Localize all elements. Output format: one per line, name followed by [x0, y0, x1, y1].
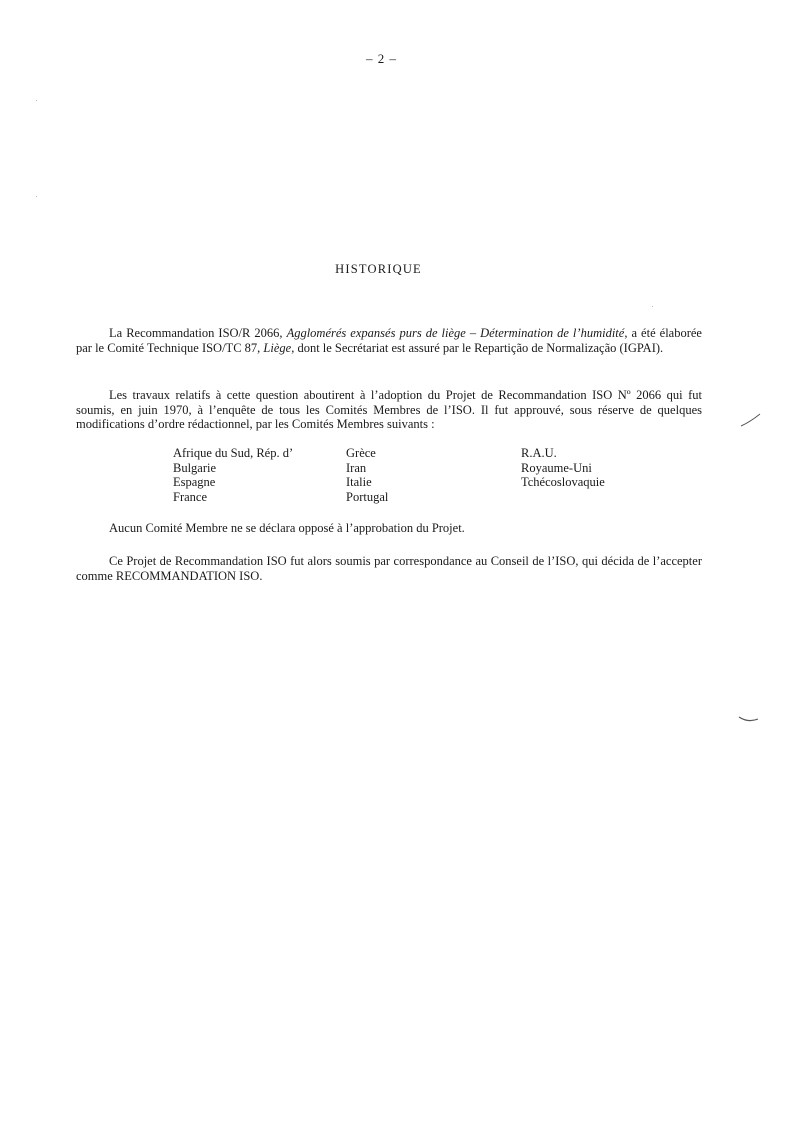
country-item: Tchécoslovaquie [521, 475, 605, 489]
countries-column-2 [346, 446, 388, 504]
country-item: Royaume-Uni [521, 460, 592, 475]
countries-column-1 [173, 446, 293, 504]
country-item: Afrique du Sud, Rép. d’ [173, 446, 294, 460]
paragraph-no-opposition-text: Aucun Comité Membre ne se déclara opposé à l’approbation du Projet. [109, 521, 465, 535]
scan-mark-lower [738, 714, 760, 724]
country-item: R.A.U. [521, 446, 557, 460]
country-item: France [173, 489, 208, 504]
scan-speck [36, 196, 37, 197]
section-heading: HISTORIQUE [335, 262, 422, 276]
committee-name-italic: Liège [263, 340, 292, 355]
country-item: Iran [346, 460, 367, 475]
countries-column-3 [521, 446, 605, 490]
scan-speck [36, 100, 37, 101]
country-item: Portugal [346, 489, 389, 504]
country-item: Italie [346, 475, 372, 489]
country-item: Espagne [173, 475, 216, 489]
paragraph-origin [76, 326, 702, 355]
paragraph-acceptance [76, 554, 702, 583]
scan-mark-upper [740, 412, 762, 428]
paragraph-approval [76, 388, 702, 432]
page-number: – 2 – [366, 51, 397, 66]
paragraph-origin-text-c: , dont le Secrétariat est assuré par le Repartição de Normalização (IGPAI). [291, 340, 664, 355]
paragraph-no-opposition [76, 521, 702, 536]
document-title-italic: Agglomérés expansés purs de liège – Détermination de l’humidité [286, 326, 625, 340]
scan-speck [652, 306, 653, 307]
country-item: Grèce [346, 446, 376, 460]
paragraph-origin-text-a: La Recommandation ISO/R 2066, [109, 326, 287, 340]
country-item: Bulgarie [173, 460, 217, 475]
paragraph-origin-text-b: , a été élaborée par le Comité Technique ISO/TC 87, [76, 326, 702, 355]
paragraph-approval-text: Les travaux relatifs à cette question aboutirent à l’adoption du Projet de Recommandation ISO Nº 2066 qui fut soumis, en juin 1970, à l’enquête de tous les Comités Membres de l’ISO. Il fut approuvé, sous réserve de quelques modifications d’ordre rédactionnel, par les Comités Membres suivants : [76, 388, 702, 431]
paragraph-acceptance-text: Ce Projet de Recommandation ISO fut alors soumis par correspondance au Conseil de l’ISO, qui décida de l’accepter comme RECOMMANDATION ISO. [76, 554, 702, 583]
